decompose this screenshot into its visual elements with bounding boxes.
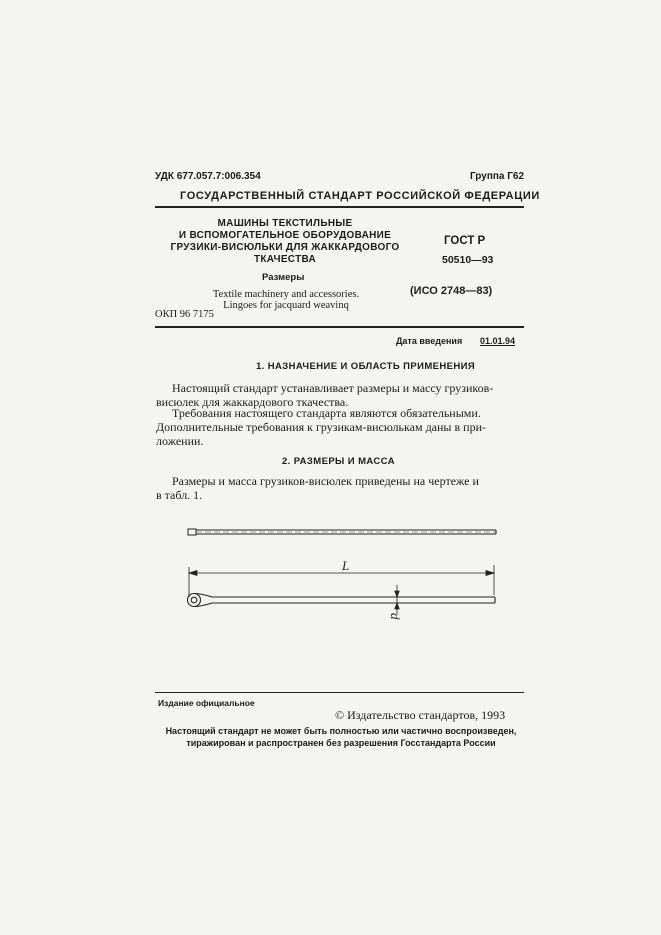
section-2-paragraph-1 [156, 474, 527, 502]
okp-code: ОКП 96 7175 [155, 309, 214, 320]
title-line: ГРУЗИКИ-ВИСЮЛЬКИ ДЛЯ ЖАККАРДОВОГО [170, 242, 400, 253]
udk-code: УДК 677.057.7:006.354 [155, 171, 261, 182]
dimension-diameter-label: d [388, 613, 403, 620]
section-2-heading: 2. РАЗМЕРЫ И МАССА [282, 456, 395, 467]
lingo-drawing [150, 515, 520, 640]
section-1-heading: 1. НАЗНАЧЕНИЕ И ОБЛАСТЬ ПРИМЕНЕНИЯ [256, 361, 476, 372]
english-title-line: Lingoes for jacquard weavinq [223, 300, 349, 311]
paragraph-line: Размеры и масса грузиков-висюлек приведены на чертеже и [172, 474, 479, 488]
reproduction-notice [155, 725, 527, 749]
edition-note: Издание официальное [158, 698, 255, 708]
intro-date-value: 01.01.94 [480, 336, 516, 346]
notice-line: Настоящий стандарт не может быть полностью или частично воспроизведен, [165, 726, 517, 736]
section-1-paragraph-1 [156, 381, 527, 409]
footer-rule [155, 692, 524, 693]
standard-subtitle: Размеры [262, 272, 305, 283]
paragraph-line: в табл. 1. [156, 488, 203, 502]
paragraph-line: Настоящий стандарт устанавливает размеры и массу грузиков- [172, 381, 494, 395]
state-standard-heading: ГОСУДАРСТВЕННЫЙ СТАНДАРТ РОССИЙСКОЙ ФЕДЕРАЦИИ [180, 190, 540, 202]
title-line: МАШИНЫ ТЕКСТИЛЬНЫЕ [217, 218, 353, 229]
english-title-line: Textile machinery and accessories. [212, 289, 360, 300]
gost-label: ГОСТ Р [444, 235, 486, 247]
title-line: ТКАЧЕСТВА [253, 254, 317, 265]
paragraph-line: Требования настоящего стандарта являются обязательными. [172, 406, 481, 420]
intro-date-label: Дата введения [396, 336, 463, 346]
english-title [196, 289, 376, 311]
title-line: И ВСПОМОГАТЕЛЬНОЕ ОБОРУДОВАНИЕ [178, 230, 392, 241]
dimension-length-label: L [342, 558, 350, 573]
section-1-paragraph-2 [156, 406, 527, 448]
paragraph-line: висюлек для жаккардового ткачества. [156, 395, 349, 409]
dimension-diameter [395, 585, 399, 615]
copyright-notice: © Издательство стандартов, 1993 [335, 708, 506, 722]
paragraph-line: ложении. [156, 434, 204, 448]
notice-line: тиражирован и распространен без разрешения Госстандарта России [186, 738, 496, 748]
header-rule [155, 206, 524, 208]
standard-title [165, 218, 405, 266]
group-code: Группа Г62 [470, 171, 525, 182]
rod-side-view [188, 594, 496, 607]
iso-reference: (ИСО 2748—83) [410, 285, 493, 297]
rod-top-view [188, 529, 496, 535]
gost-number: 50510—93 [442, 254, 494, 266]
paragraph-line: Дополнительные требования к грузикам-висюлькам даны в при- [156, 420, 486, 434]
title-rule [155, 326, 524, 328]
